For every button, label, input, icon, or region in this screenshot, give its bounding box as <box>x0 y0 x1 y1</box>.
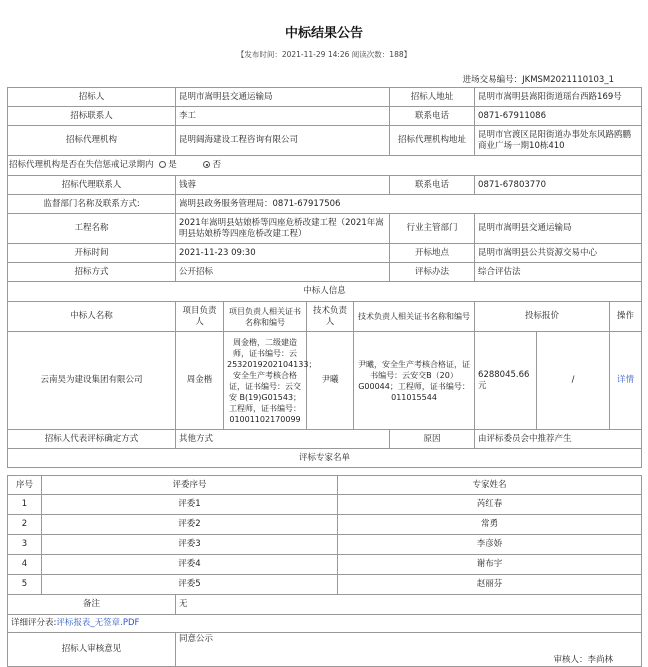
reason-value: 由评标委员会中推荐产生 <box>475 430 642 449</box>
tenderer-address-label: 招标人地址 <box>390 88 475 107</box>
winner-header-tech: 技术负责人 <box>307 302 354 332</box>
supervisor-value: 嵩明县政务服务管理局：0871-67917506 <box>176 195 642 214</box>
table-row <box>8 535 642 555</box>
agency-address-label: 招标代理机构地址 <box>390 126 475 156</box>
experts-table <box>7 475 642 595</box>
winner-pm-cert: 周金楷，二级建造师，证书编号：云2532019202104133；安全生产考核合格证，证书编号：云交安 B(19)G01543；工程师，证书编号：01001102170099 <box>224 332 307 430</box>
expert-seq: 评委3 <box>42 535 338 555</box>
confirm-label: 招标人代表评标确定方式 <box>8 430 176 449</box>
expert-no: 4 <box>8 555 42 575</box>
expert-seq: 评委4 <box>42 555 338 575</box>
expert-no: 5 <box>8 575 42 595</box>
winner-header-action: 操作 <box>610 302 642 332</box>
expert-name: 常勇 <box>338 515 642 535</box>
page-title: 中标结果公告 <box>284 26 363 41</box>
supervisor-label: 监督部门名称及联系方式: <box>8 195 176 214</box>
winner-price: 6288045.66元 <box>475 332 537 430</box>
expert-seq: 评委2 <box>42 515 338 535</box>
expert-seq: 评委5 <box>42 575 338 595</box>
project-value: 2021年嵩明县姑娘桥等四座危桥改建工程（2021年嵩明县姑娘桥等四座危桥改建工程） <box>176 214 390 244</box>
confirm-value: 其他方式 <box>176 430 390 449</box>
review-cell <box>176 633 642 667</box>
phone-value: 0871-67911086 <box>475 107 642 126</box>
winner-header-price: 投标报价 <box>475 302 610 332</box>
radio-yes-icon[interactable] <box>159 161 166 168</box>
agency-contact-label: 招标代理联系人 <box>8 176 176 195</box>
table-row <box>8 515 642 535</box>
method-value: 公开招标 <box>176 263 390 282</box>
publish-meta: 【发布时间：2021-11-29 14:26 阅读次数：188】 <box>236 50 412 59</box>
score-file-link[interactable]: 评标报表_无签章.PDF <box>56 618 140 628</box>
expert-no: 1 <box>8 495 42 515</box>
contact-value: 李工 <box>176 107 390 126</box>
agency-label: 招标代理机构 <box>8 126 176 156</box>
table-row <box>8 555 642 575</box>
option-yes-label: 是 <box>168 160 177 170</box>
industry-value: 昆明市嵩明县交通运输局 <box>475 214 642 244</box>
eval-label: 评标办法 <box>390 263 475 282</box>
expert-name: 芮红春 <box>338 495 642 515</box>
winner-tech-cert: 尹曦，安全生产考核合格证，证书编号：云安交B（20）G00044；工程师，证书编号：011015544 <box>354 332 475 430</box>
footer-table <box>7 594 642 667</box>
expert-name: 李彦娇 <box>338 535 642 555</box>
remark-label: 备注 <box>8 595 176 615</box>
winner-header-tech-cert: 技术负责人相关证书名称和编号 <box>354 302 475 332</box>
winner-header-pm-cert: 项目负责人相关证书名称和编号 <box>224 302 307 332</box>
open-time-label: 开标时间 <box>8 244 176 263</box>
option-no-label: 否 <box>212 160 221 170</box>
tenderer-value: 昆明市嵩明县交通运输局 <box>176 88 390 107</box>
phone-label: 联系电话 <box>390 107 475 126</box>
agency-phone-value: 0871-67803770 <box>475 176 642 195</box>
tenderer-label: 招标人 <box>8 88 176 107</box>
open-time-value: 2021-11-23 09:30 <box>176 244 390 263</box>
reason-label: 原因 <box>390 430 475 449</box>
eval-value: 综合评估法 <box>475 263 642 282</box>
method-label: 招标方式 <box>8 263 176 282</box>
option-no[interactable] <box>203 160 221 170</box>
experts-header-no: 序号 <box>8 476 42 495</box>
winner-name: 云南昊为建设集团有限公司 <box>8 332 176 430</box>
winner-section-title: 中标人信息 <box>8 282 642 302</box>
winner-pm: 周金楷 <box>176 332 224 430</box>
industry-label: 行业主管部门 <box>390 214 475 244</box>
trade-code: 进场交易编号：JKMSM2021110103_1 <box>462 75 614 85</box>
review-value: 同意公示 <box>179 634 214 644</box>
remark-value: 无 <box>176 595 642 615</box>
score-row <box>8 615 642 633</box>
detail-link[interactable]: 详情 <box>610 332 642 430</box>
experts-header-seq: 评委序号 <box>42 476 338 495</box>
expert-seq: 评委1 <box>42 495 338 515</box>
expert-no: 2 <box>8 515 42 535</box>
agency-address-value: 昆明市官渡区昆阳街道办事处东风路鸥鹏商业广场一期10栋410 <box>475 126 642 156</box>
winner-tech: 尹曦 <box>307 332 354 430</box>
experts-section-title: 评标专家名单 <box>8 449 642 468</box>
winner-header-pm: 项目负责人 <box>176 302 224 332</box>
project-label: 工程名称 <box>8 214 176 244</box>
contact-label: 招标联系人 <box>8 107 176 126</box>
reviewer: 审核人：李尚林 <box>553 655 613 665</box>
dishonest-label: 招标代理机构是否在失信惩戒记录期内 <box>9 160 154 170</box>
expert-no: 3 <box>8 535 42 555</box>
agency-contact-value: 钱蓉 <box>176 176 390 195</box>
expert-name: 谢布宇 <box>338 555 642 575</box>
table-row <box>8 495 642 515</box>
dishonest-row <box>8 156 642 176</box>
agency-phone-label: 联系电话 <box>390 176 475 195</box>
winner-header-name: 中标人名称 <box>8 302 176 332</box>
agency-value: 昆明阔海建设工程咨询有限公司 <box>176 126 390 156</box>
score-label: 详细评分表: <box>11 618 57 628</box>
experts-header-name: 专家姓名 <box>338 476 642 495</box>
radio-no-icon[interactable] <box>203 161 210 168</box>
open-place-value: 昆明市嵩明县公共资源交易中心 <box>475 244 642 263</box>
table-row <box>8 575 642 595</box>
review-label: 招标人审核意见 <box>8 633 176 667</box>
result-table <box>7 87 642 468</box>
tenderer-address-value: 昆明市嵩明县嵩阳街道瑶台西路169号 <box>475 88 642 107</box>
option-yes[interactable] <box>159 160 177 170</box>
open-place-label: 开标地点 <box>390 244 475 263</box>
expert-name: 赵丽芬 <box>338 575 642 595</box>
winner-price-unit: / <box>537 332 610 430</box>
